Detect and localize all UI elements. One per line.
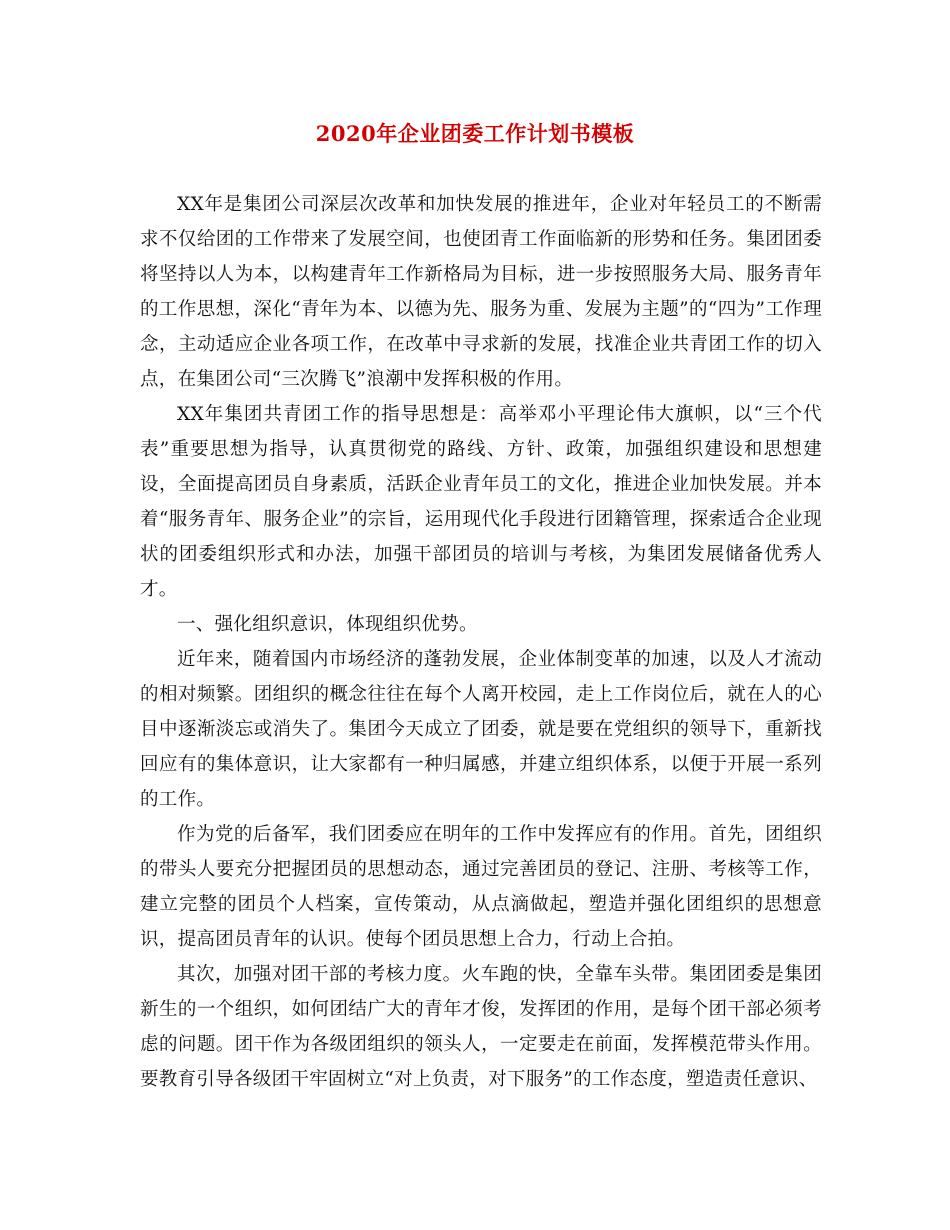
paragraph-4: 作为党的后备军，我们团委应在明年的工作中发挥应有的作用。首先，团组织的带头人要充分把握团员的思想动态，通过完善团员的登记、注册、考核等工作，建立完整的团员个人档案，宣传策动，从点滴做起，塑造并强化团组织的思想意识，提高团员青年的认识。使每个团员思想上合力，行动上合拍。 [140,824,822,950]
paragraph-5: 其次，加强对团干部的考核力度。火车跑的快，全靠车头带。集团团委是集团新生的一个组织，如何团结广大的青年才俊，发挥团的作用，是每个团干部必须考虑的问题。团干作为各级团组织的领头人，一定要走在前面，发挥模范带头作用。要教育引导各级团干牢固树立“对上负责，对下服务”的工作态度，塑造责任意识、 [140,964,822,1090]
paragraph-3: 近年来，随着国内市场经济的蓬勃发展，企业体制变革的加速，以及人才流动的相对频繁。团组织的概念往往在每个人离开校园，走上工作岗位后，就在人的心目中逐渐淡忘或消失了。集团今天成立了团委，就是要在党组织的领导下，重新找回应有的集体意识，让大家都有一种归属感，并建立组织体系，以便于开展一系列的工作。 [140,649,822,810]
document-title: 2020年企业团委工作计划书模板 [315,121,635,146]
paragraph-1: XX年是集团公司深层次改革和加快发展的推进年，企业对年轻员工的不断需求不仅给团的工作带来了发展空间，也使团青工作面临新的形势和任务。集团团委将坚持以人为本，以构建青年工作新格局为目标，进一步按照服务大局、服务青年的工作思想，深化“青年为本、以德为先、服务为重、发展为主题”的“四为”工作理念，主动适应企业各项工作，在改革中寻求新的发展，找准企业共青团工作的切入点，在集团公司“三次腾飞”浪潮中发挥积极的作用。 [140,194,822,390]
paragraph-2: XX年集团共青团工作的指导思想是：高举邓小平理论伟大旗帜，以“三个代表”重要思想为指导，认真贯彻党的路线、方针、政策，加强组织建设和思想建设，全面提高团员自身素质，活跃企业青年员工的文化，推进企业加快发展。并本着“服务青年、服务企业”的宗旨，运用现代化手段进行团籍管理，探索适合企业现状的团委组织形式和办法，加强干部团员的培训与考核，为集团发展储备优秀人才。 [140,404,822,600]
document-body [140,187,822,1097]
section-heading-1: 一、强化组织意识，体现组织优势。 [177,614,478,635]
